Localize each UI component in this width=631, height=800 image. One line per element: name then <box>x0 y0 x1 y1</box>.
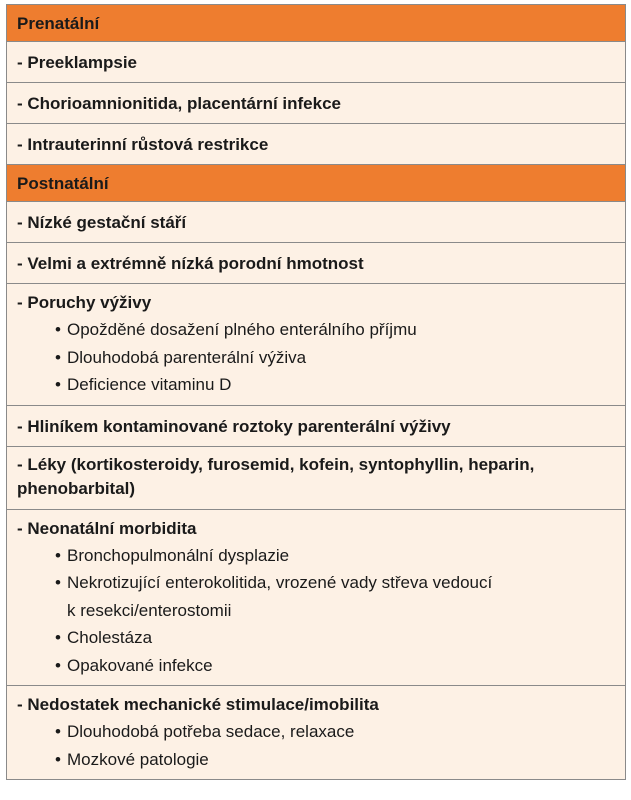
table-row: - Hliníkem kontaminované roztoky parenterální výživy <box>7 406 625 447</box>
table-row <box>7 510 625 687</box>
list-item-continuation: k resekci/enterostomii <box>67 600 232 620</box>
section-header-prenatal: Prenatální <box>7 5 625 42</box>
row-heading: - Poruchy výživy <box>17 293 152 312</box>
row-heading: - Nedostatek mechanické stimulace/imobilita <box>17 695 379 714</box>
list-item: • Cholestáza <box>55 624 625 652</box>
list-item <box>55 569 625 624</box>
row-heading: - Neonatální morbidita <box>17 518 197 538</box>
row-heading-line2: phenobarbital) <box>17 478 136 498</box>
list-item: • Opožděné dosažení plného enterálního příjmu <box>55 316 625 344</box>
sub-list <box>17 718 625 779</box>
list-item: • Dlouhodobá parenterální výživa <box>55 344 625 372</box>
sub-list <box>17 542 625 686</box>
row-heading-line1: - Léky (kortikosteroidy, furosemid, kofein, syntophyllin, heparin, <box>17 454 535 474</box>
table-row: - Intrauterinní růstová restrikce <box>7 124 625 165</box>
risk-factors-table <box>6 4 626 780</box>
list-item: • Mozkové patologie <box>55 746 625 774</box>
list-item: • Opakované infekce <box>55 652 625 680</box>
section-header-postnatal: Postnatální <box>7 165 625 202</box>
list-item: • Dlouhodobá potřeba sedace, relaxace <box>55 718 625 746</box>
table-row <box>7 284 625 406</box>
table-row <box>7 686 625 780</box>
table-row: - Chorioamnionitida, placentární infekce <box>7 83 625 124</box>
table-row: - Preeklampsie <box>7 42 625 83</box>
list-item: • Bronchopulmonální dysplazie <box>55 542 625 570</box>
table-row <box>7 447 625 510</box>
list-item-line: Nekrotizující enterokolitida, vrozené vady střeva vedoucí <box>67 573 493 592</box>
table-row: - Nízké gestační stáří <box>7 202 625 243</box>
sub-list <box>17 316 625 405</box>
list-item: • Deficience vitaminu D <box>55 371 625 399</box>
table-row: - Velmi a extrémně nízká porodní hmotnost <box>7 243 625 284</box>
